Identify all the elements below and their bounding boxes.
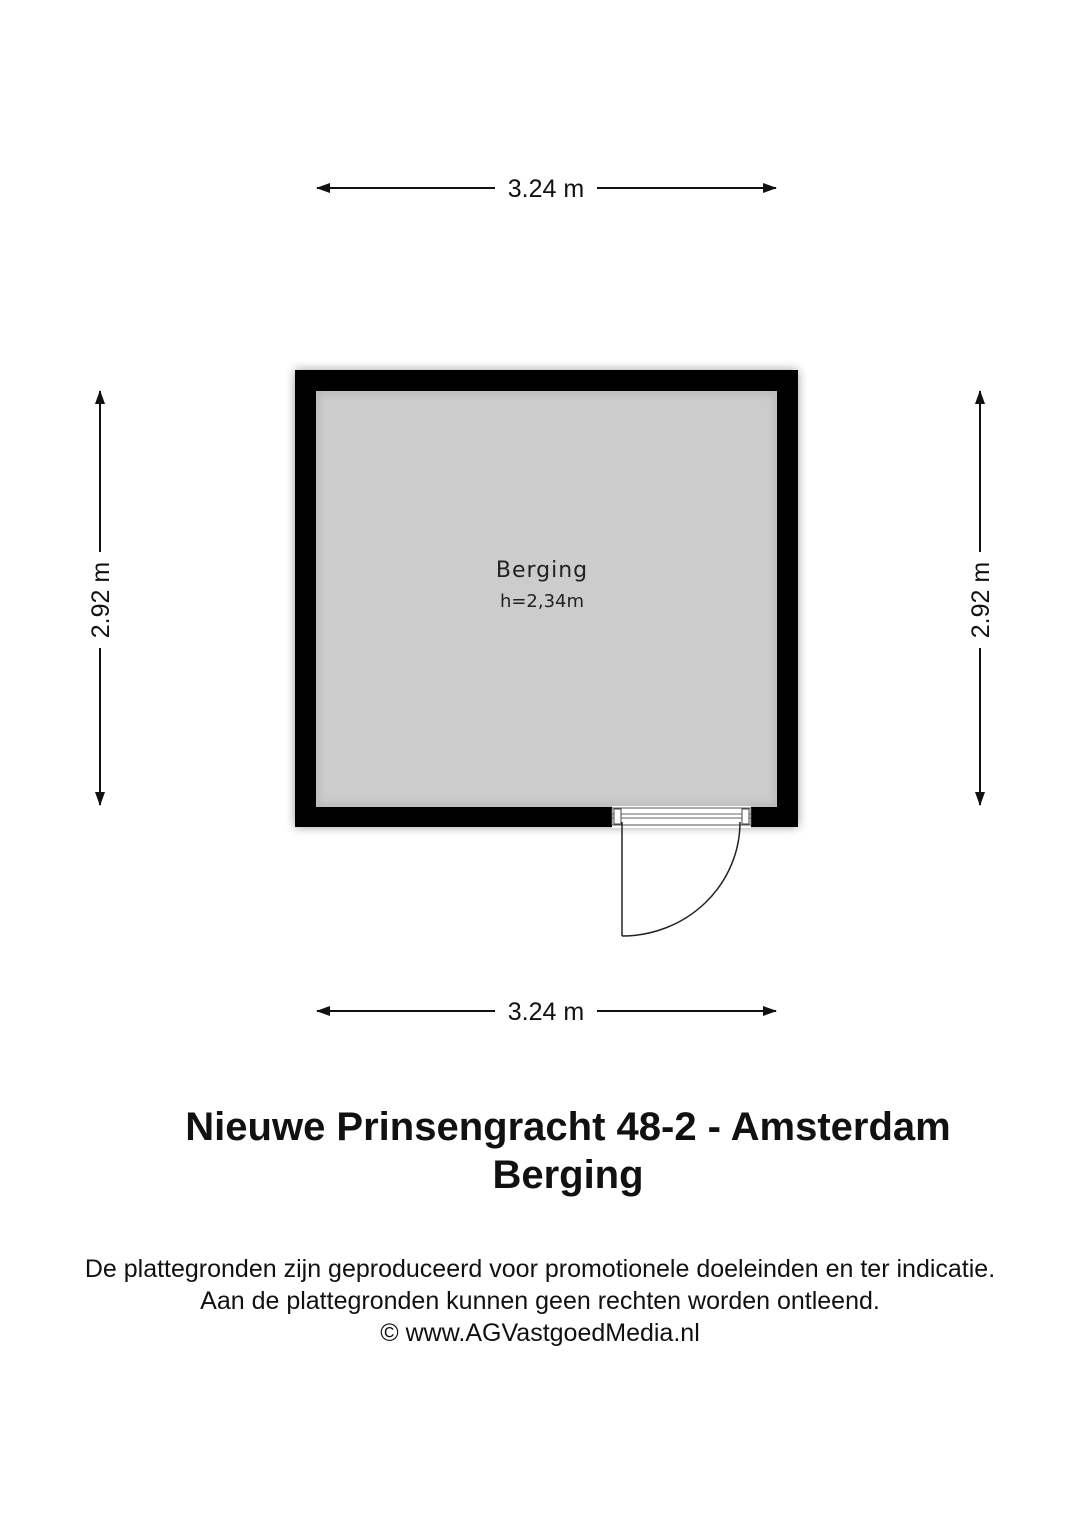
- room-height: h=2,34m: [499, 591, 585, 612]
- disclaimer-line: De plattegronden zijn geproduceerd voor promotionele doeleinden en ter indicatie.: [84, 1255, 996, 1283]
- dimension-left: [87, 391, 115, 805]
- door-frame: [612, 808, 751, 825]
- dimension-left-label: 2.92 m: [87, 561, 115, 639]
- dimension-bottom-label: 3.24 m: [507, 998, 585, 1026]
- door-jamb-left: [614, 809, 621, 824]
- door-swing-arc: [622, 822, 740, 936]
- room-berging: [295, 370, 798, 827]
- dimension-top: [317, 175, 776, 203]
- floor-name: Berging: [492, 1153, 644, 1197]
- door-jamb-right: [742, 809, 749, 824]
- copyright-line: © www.AGVastgoedMedia.nl: [380, 1319, 700, 1347]
- disclaimer-line: Aan de plattegronden kunnen geen rechten worden ontleend.: [200, 1287, 880, 1315]
- room-name: Berging: [495, 558, 589, 583]
- dimension-right: [967, 391, 995, 805]
- door: [612, 806, 751, 936]
- plan-title: Nieuwe Prinsengracht 48-2 - Amsterdam: [185, 1105, 951, 1149]
- dimension-bottom: [317, 998, 776, 1026]
- dimension-top-label: 3.24 m: [507, 175, 585, 203]
- dimension-right-label: 2.92 m: [967, 561, 995, 639]
